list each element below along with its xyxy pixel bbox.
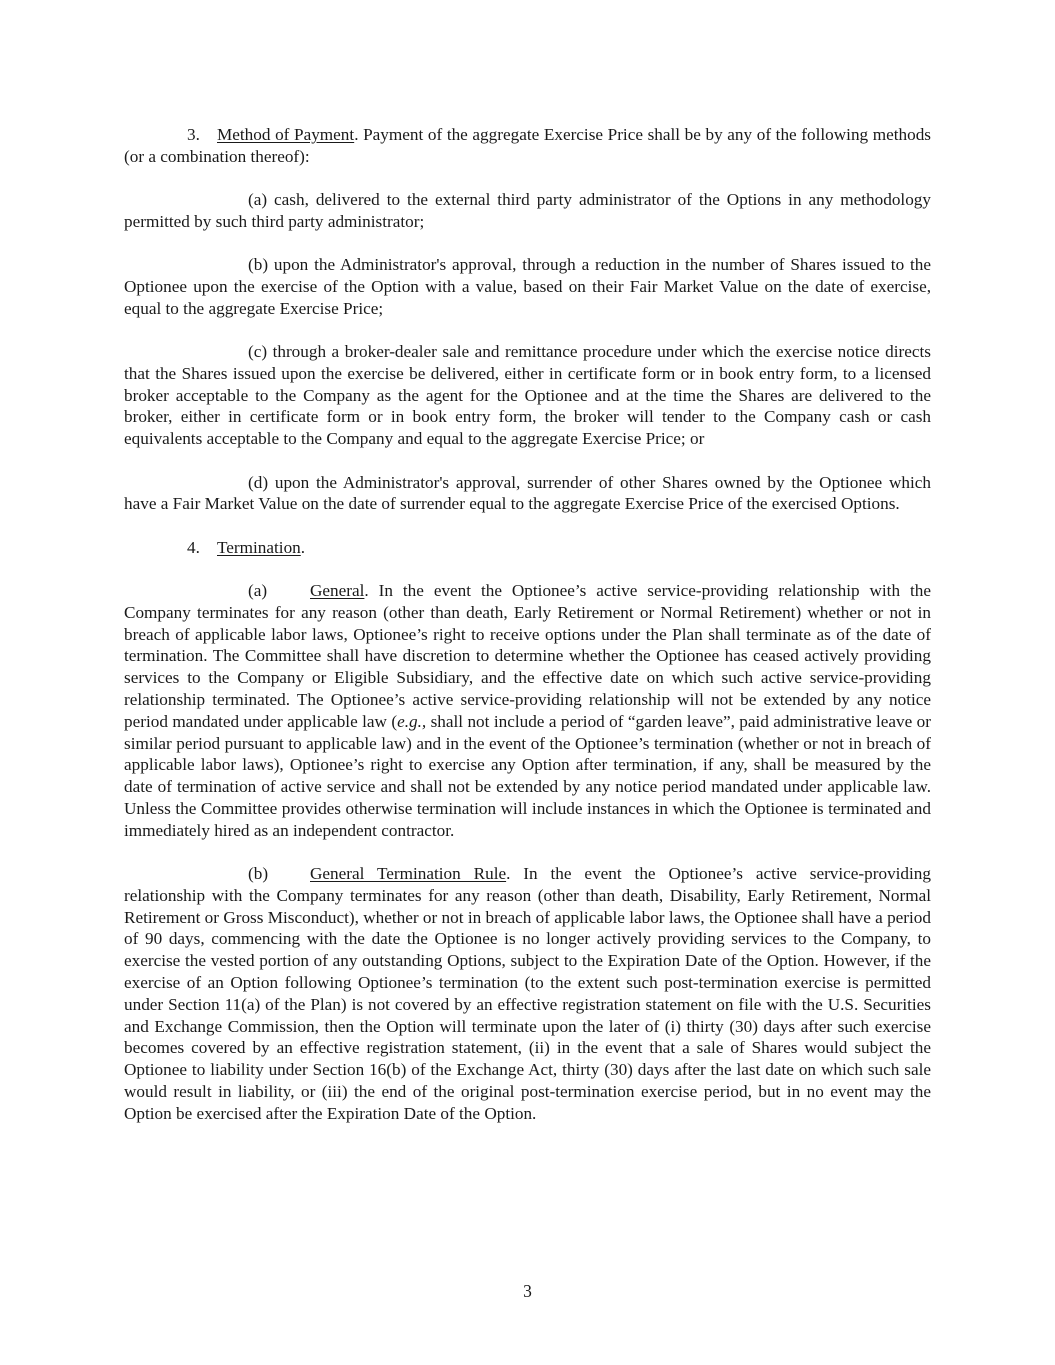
section-3-paragraph (124, 124, 931, 168)
section-3b-paragraph: (b) upon the Administrator's approval, through a reduction in the number of Shares issued to the Optionee upon the exercise of the Option with a value, based on their Fair Market Value on the date of exercise, equal to the aggregate Exercise Price; (124, 255, 931, 318)
section-3c-paragraph: (c) through a broker-dealer sale and remittance procedure under which the exercise notice directs that the Shares issued upon the exercise be delivered, either in certificate form or in book entry form, to a licensed broker acceptable to the Company as the agent for the Optionee and at the time the Shares are delivered to the broker, either in certificate form or in book entry form, the broker will tender to the Company cash or cash equivalents acceptable to the Company and equal to the aggregate Exercise Price; or (124, 342, 931, 449)
section-3-number: 3. (187, 125, 200, 144)
section-3d-paragraph: (d) upon the Administrator's approval, surrender of other Shares owned by the Optionee which have a Fair Market Value on the date of surrender equal to the aggregate Exercise Price of the exercised Options. (124, 472, 931, 514)
section-4a-text-2: shall not include a period of “garden leave”, paid administrative leave or similar period pursuant to applicable law) and in the event of the Optionee’s termination (whether or not in breach of applicable labor laws), Optionee’s right to exercise any Option after termination, if any, shall be measured by the date of termination of active service and shall not be extended by any notice period mandated under applicable law. Unless the Committee provides otherwise termination will include instances in which the Optionee is terminated and immediately hired as an independent contractor. (124, 711, 932, 840)
section-4a-label: (a) (248, 580, 268, 600)
section-3-heading: Method of Payment (217, 125, 355, 144)
section-4a-text-1: . In the event the Optionee’s active service-providing relationship with the Company terminates for any reason (other than death, Early Retirement or Normal Retirement) whether or not in breach of applicable labor laws, Optionee’s right to receive options under the Plan shall terminate as of the date of termination. The Committee shall have discretion to determine whether the Optionee has ceased actively providing services to the Company or Eligible Subsidiary, and the effective date on which such active service-providing relationship terminated. The Optionee’s active service-providing relationship will not be extended by any notice period mandated under applicable law ( (124, 580, 931, 731)
section-4-heading: Termination (217, 537, 301, 557)
section-4b-paragraph (124, 863, 931, 1125)
section-4b-heading: General Termination Rule (310, 864, 507, 884)
section-3-intro: . Payment of the aggregate Exercise Price shall be by any of the following methods (or a combination thereof): (124, 125, 931, 166)
section-4a-eg: e.g., (397, 711, 427, 731)
document-page (124, 124, 931, 1146)
section-4b-text: . In the event the Optionee’s active service-providing relationship with the Company terminates for any reason (other than death, Disability, Early Retirement, Normal Retirement or Gross Misconduct), whether or not in breach of applicable labor laws, the Optionee shall have a period of 90 days, commencing with the date the Optionee is no longer actively providing services to the Company, to exercise the vested portion of any outstanding Options, subject to the Expiration Date of the Option. However, if the exercise of an Option following Optionee’s termination (to the extent such post-termination exercise is permitted under Section 11(a) of the Plan) is not covered by an effective registration statement on file with the U.S. Securities and Exchange Commission, then the Option will terminate upon the later of (i) thirty (30) days after such exercise becomes covered by an effective registration statement, (ii) in the event that a sale of Shares would subject the Optionee to liability under Section 16(b) of the Exchange Act, thirty (30) days after the last date on which such sale would result in liability, or (iii) the end of the original post-termination exercise period, but in no event may the Option be exercised after the Expiration Date of the Option. (124, 864, 931, 1123)
section-4a-heading: General (310, 580, 365, 600)
page-number: 3 (523, 1281, 532, 1301)
section-4-heading-end: . (300, 537, 306, 557)
section-4-number: 4. (187, 537, 200, 557)
section-4b-label: (b) (248, 864, 269, 884)
section-4-heading-paragraph (124, 537, 931, 559)
section-3a-paragraph: (a) cash, delivered to the external third party administrator of the Options in any methodology permitted by such third party administrator; (124, 190, 931, 231)
section-4a-paragraph (124, 580, 931, 842)
